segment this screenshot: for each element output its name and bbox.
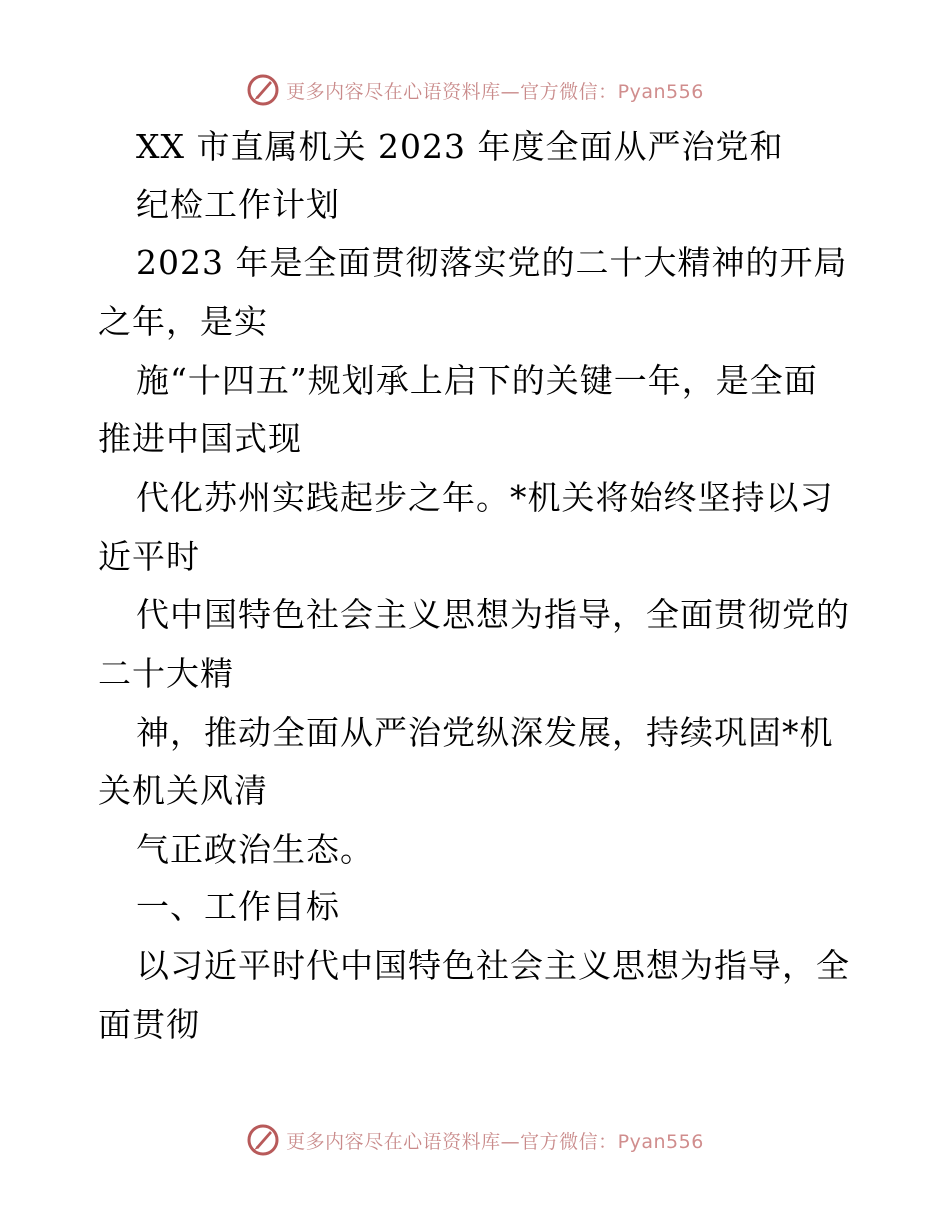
paragraph-line: 代中国特色社会主义思想为指导，全面贯彻党的 — [136, 595, 850, 634]
section-heading: 一、工作目标 — [136, 887, 340, 926]
paragraph-line: 之年，是实 — [98, 302, 268, 341]
watermark-account: Pyan556 — [617, 1130, 704, 1153]
paragraph-line: 2023 年是全面贯彻落实党的二十大精神的开局 — [136, 243, 848, 282]
document-title-line-1: XX 市直属机关 2023 年度全面从严治党和 — [136, 127, 784, 166]
watermark-text: 更多内容尽在心语资料库—官方微信：Pyan556 — [286, 1130, 704, 1153]
document-title-line-2: 纪检工作计划 — [136, 185, 340, 224]
paragraph-line: 神，推动全面从严治党纵深发展，持续巩固*机 — [136, 713, 834, 752]
watermark-banner-bottom — [0, 1120, 950, 1160]
paragraph-line: 近平时 — [98, 537, 200, 576]
paragraph-line: 气正政治生态。 — [136, 830, 374, 869]
paragraph-line: 二十大精 — [98, 654, 234, 693]
paragraph-line: 关机关风清 — [98, 771, 268, 810]
watermark-banner-top — [0, 70, 950, 110]
quill-pen-seal-icon — [246, 1123, 280, 1157]
quill-pen-seal-icon — [246, 73, 280, 107]
paragraph-line: 面贯彻 — [98, 1005, 200, 1044]
watermark-account: Pyan556 — [617, 80, 704, 103]
paragraph-line: 施“十四五”规划承上启下的关键一年，是全面 — [136, 361, 818, 400]
paragraph-line: 推进中国式现 — [98, 419, 302, 458]
paragraph-line: 代化苏州实践起步之年。*机关将始终坚持以习 — [136, 478, 834, 517]
watermark-text: 更多内容尽在心语资料库—官方微信：Pyan556 — [286, 80, 704, 103]
paragraph-line: 以习近平时代中国特色社会主义思想为指导，全 — [136, 946, 850, 985]
